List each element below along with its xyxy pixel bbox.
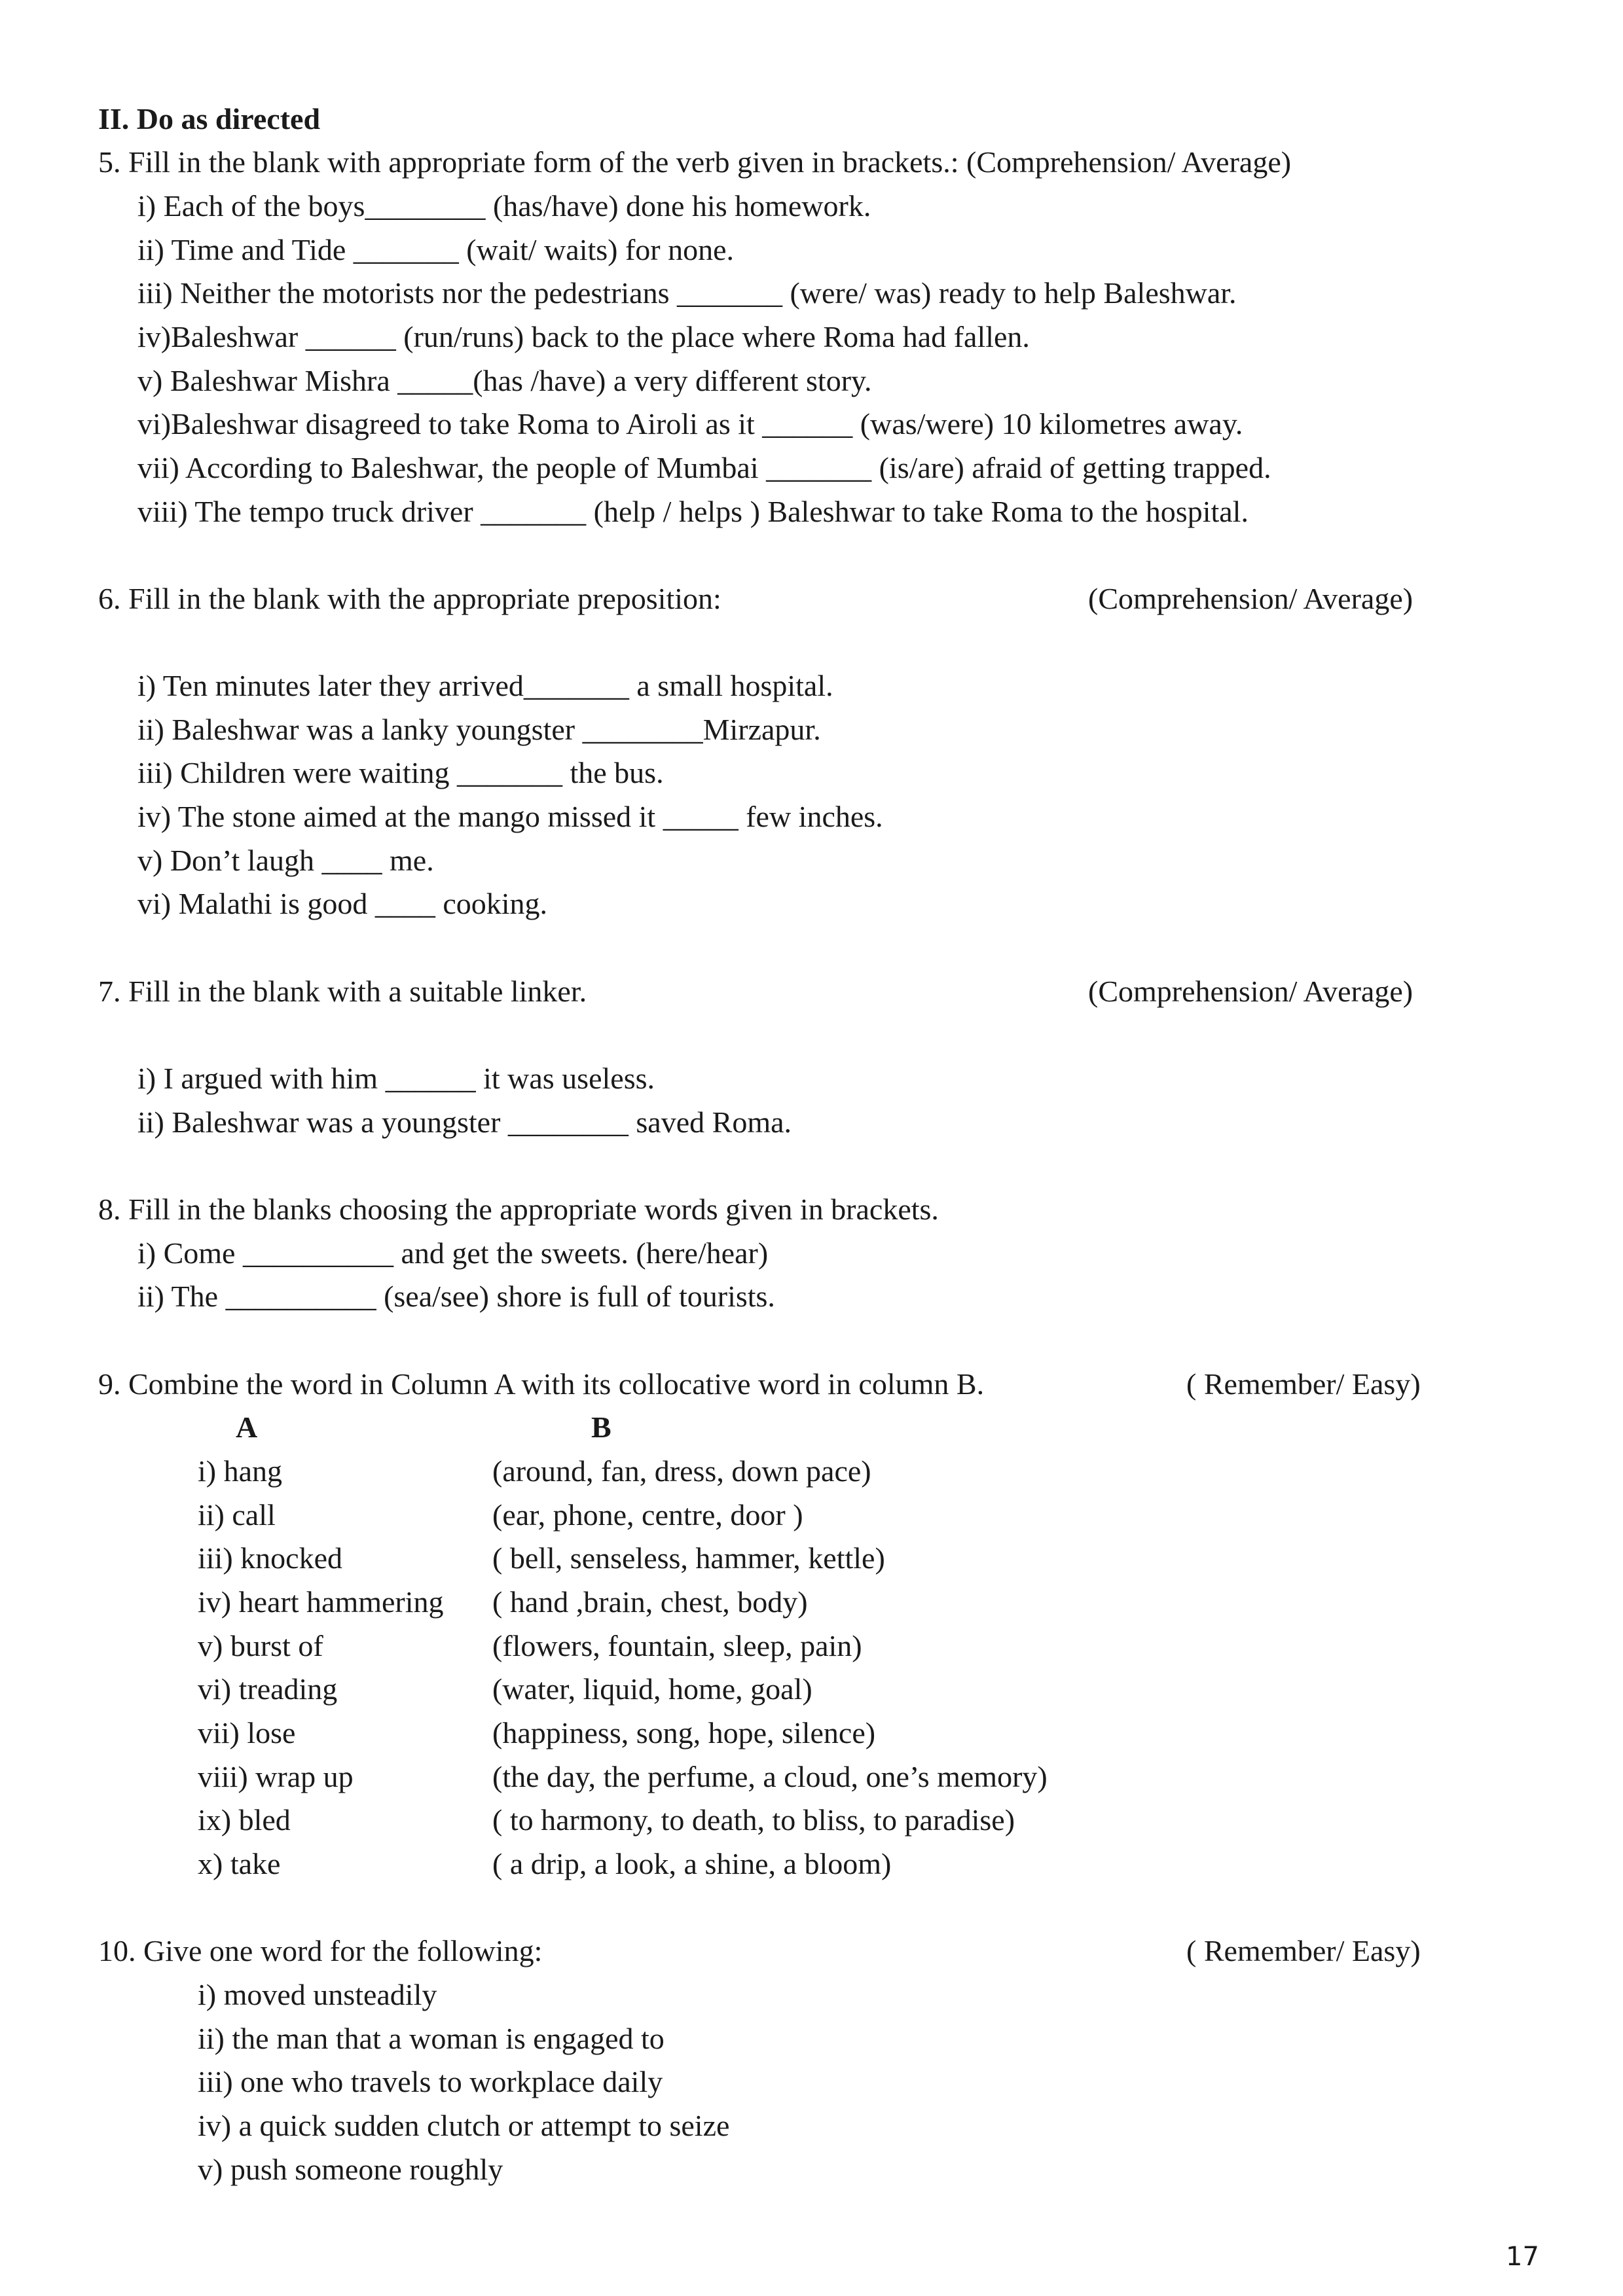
collocation-options: ( a drip, a look, a shine, a bloom): [492, 1847, 892, 1880]
q10-title: 10. Give one word for the following:: [98, 1934, 543, 1967]
collocation-word: ii) call: [198, 1498, 276, 1532]
column-b-header: B: [591, 1410, 611, 1444]
collocation-options: (around, fan, dress, down pace): [492, 1454, 871, 1488]
q6-item: iv) The stone aimed at the mango missed it _____ few inches.: [137, 800, 883, 833]
q6-item: i) Ten minutes later they arrived_______ a small hospital.: [137, 669, 833, 702]
q6-item: vi) Malathi is good ____ cooking.: [137, 887, 548, 920]
q6-level-tag: (Comprehension/ Average): [1088, 582, 1413, 615]
q8-title: 8. Fill in the blanks choosing the appropriate words given in brackets.: [98, 1193, 939, 1226]
q10-item: i) moved unsteadily: [198, 1978, 437, 2011]
q9-title: 9. Combine the word in Column A with its collocative word in column B.: [98, 1367, 985, 1401]
collocation-word: vi) treading: [198, 1672, 338, 1706]
column-a-header: A: [236, 1410, 258, 1444]
q7-item: i) I argued with him ______ it was useless.: [137, 1062, 655, 1095]
q10-level-tag: ( Remember/ Easy): [1186, 1934, 1421, 1967]
q5-title: 5. Fill in the blank with appropriate form of the verb given in brackets.: (Comprehension/ Average): [98, 145, 1292, 179]
collocation-options: ( hand ,brain, chest, body): [492, 1585, 808, 1619]
collocation-options: (flowers, fountain, sleep, pain): [492, 1629, 862, 1662]
q10-item: v) push someone roughly: [198, 2153, 503, 2186]
q5-item: i) Each of the boys________ (has/have) done his homework.: [137, 189, 871, 223]
q10-item: iii) one who travels to workplace daily: [198, 2065, 663, 2098]
collocation-word: vii) lose: [198, 1716, 296, 1749]
collocation-options: ( to harmony, to death, to bliss, to paradise): [492, 1803, 1015, 1837]
collocation-word: x) take: [198, 1847, 281, 1880]
q7-level-tag: (Comprehension/ Average): [1088, 975, 1413, 1008]
collocation-word: iii) knocked: [198, 1541, 342, 1575]
section-heading: II. Do as directed: [98, 102, 321, 135]
q6-item: v) Don’t laugh ____ me.: [137, 844, 434, 877]
q6-item: iii) Children were waiting _______ the bus.: [137, 756, 664, 789]
q8-item: ii) The __________ (sea/see) shore is full of tourists.: [137, 1280, 775, 1313]
collocation-options: ( bell, senseless, hammer, kettle): [492, 1541, 885, 1575]
q5-item: iv)Baleshwar ______ (run/runs) back to the place where Roma had fallen.: [137, 320, 1030, 353]
q6-title: 6. Fill in the blank with the appropriate preposition:: [98, 582, 721, 615]
q5-item: iii) Neither the motorists nor the pedestrians _______ (were/ was) ready to help Baleshwar.: [137, 276, 1237, 310]
q7-item: ii) Baleshwar was a youngster ________ saved Roma.: [137, 1105, 792, 1139]
collocation-word: ix) bled: [198, 1803, 291, 1837]
collocation-options: (happiness, song, hope, silence): [492, 1716, 876, 1749]
q10-item: ii) the man that a woman is engaged to: [198, 2022, 665, 2055]
collocation-options: (water, liquid, home, goal): [492, 1672, 812, 1706]
q8-item: i) Come __________ and get the sweets. (here/hear): [137, 1236, 769, 1270]
q5-item: v) Baleshwar Mishra _____(has /have) a very different story.: [137, 364, 872, 397]
q5-item: vii) According to Baleshwar, the people of Mumbai _______ (is/are) afraid of getting trapped.: [137, 451, 1271, 484]
q5-item: vi)Baleshwar disagreed to take Roma to Airoli as it ______ (was/were) 10 kilometres away.: [137, 407, 1243, 440]
q6-item: ii) Baleshwar was a lanky youngster ________Mirzapur.: [137, 713, 821, 746]
q10-item: iv) a quick sudden clutch or attempt to seize: [198, 2109, 730, 2142]
collocation-word: i) hang: [198, 1454, 283, 1488]
page-number: 17: [1506, 2242, 1539, 2272]
q5-item: ii) Time and Tide _______ (wait/ waits) for none.: [137, 233, 735, 266]
q7-title: 7. Fill in the blank with a suitable linker.: [98, 975, 587, 1008]
collocation-word: v) burst of: [198, 1629, 323, 1662]
collocation-options: (ear, phone, centre, door ): [492, 1498, 803, 1532]
collocation-options: (the day, the perfume, a cloud, one’s memory): [492, 1760, 1048, 1793]
collocation-word: viii) wrap up: [198, 1760, 354, 1793]
q5-item: viii) The tempo truck driver _______ (help / helps ) Baleshwar to take Roma to the hospital.: [137, 495, 1249, 528]
q9-level-tag: ( Remember/ Easy): [1186, 1367, 1421, 1401]
collocation-word: iv) heart hammering: [198, 1585, 444, 1619]
